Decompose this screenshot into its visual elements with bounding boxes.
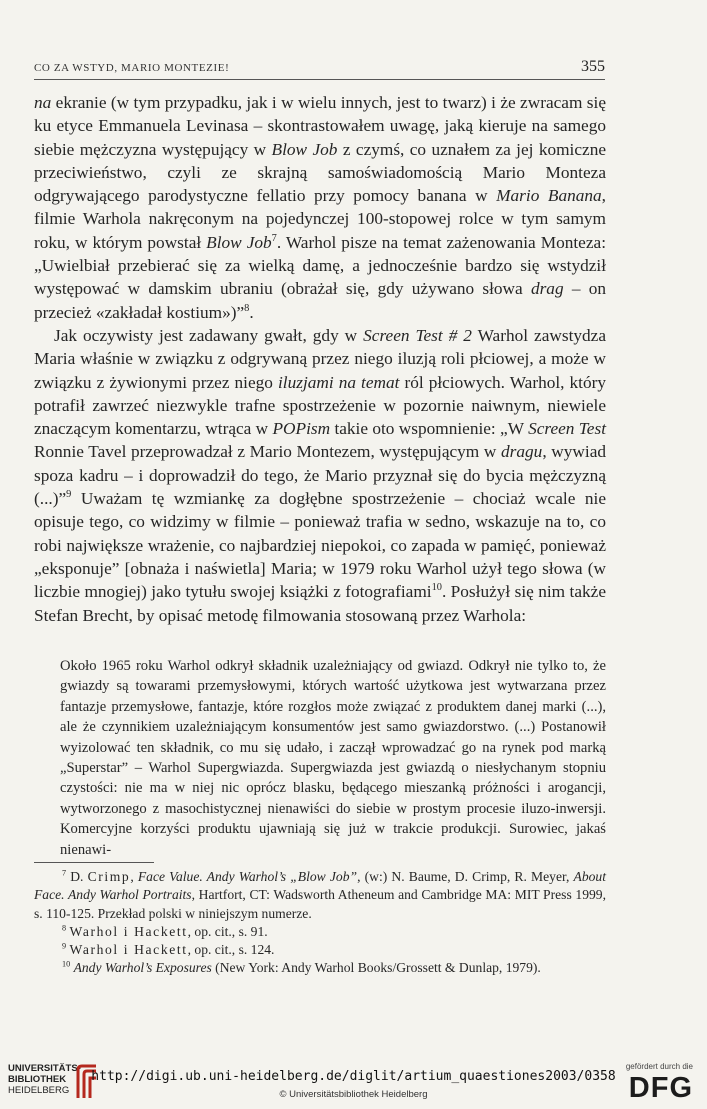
permalink-url[interactable]: http://digi.ub.uni-heidelberg.de/diglit/artium_quaestiones2003/0358 bbox=[91, 1069, 616, 1084]
footnote-ref: 8 bbox=[244, 302, 250, 314]
italic-text: POPism bbox=[272, 419, 331, 439]
footnote-number: 9 bbox=[62, 941, 67, 951]
footnote-number: 8 bbox=[62, 923, 67, 933]
footnote-ref: 9 bbox=[66, 489, 72, 501]
footnote-10: $^{10}$ Andy Warhol’s Exposures (New York: Andy Warhol Books/Grossett & Dunlap, 1979). bbox=[62, 959, 541, 976]
footnote-number: 10 bbox=[62, 959, 71, 969]
library-name-line1: UNIVERSITÄTS- bbox=[8, 1063, 81, 1074]
italic-text: dragu bbox=[501, 442, 543, 462]
author-name: Warhol i Hackett bbox=[69, 942, 188, 958]
footnote-9: $^9$ Warhol i Hackett, op. cit., s. 124. bbox=[62, 941, 275, 958]
italic-text: iluzjami na temat bbox=[277, 372, 400, 392]
page-number: 355 bbox=[581, 58, 605, 75]
footnotes bbox=[34, 868, 606, 978]
paragraph-2: Jak oczywisty jest zadawany gwałt, gdy w Screen Test # 2 Warhol zawstydza Maria właśnie w związku z odgrywaną przez niego iluzją roli płciowej, a może w związku z żywionymi przez niego iluzjami na temat ról płciowych. Warhol, który potrafił zawrzeć niezwykle trafne spostrzeżenie w pozornie naiwnym, niewiele znaczącym komentarzu, wtrąca w POPism takie oto wspomnienie: „W Screen Test Ronnie Tavel przeprowadzał z Mario Montezem, występującym w dragu, wywiad spoza kadru – i doprowadził do tego, że Mario przyznał się do bycia mężczyzną (...)”$^9$ Uważam tę wzmiankę za dogłębne spostrzeżenie – chociaż wcale nie opisuje tego, co widzimy w filmie – ponieważ trafia w sedno, wskazuje na to, co robi największe wrażenie, co najbardziej niepokoi, co zapada w pamięć, ponieważ „eksponuje” [obnaża i naświetla] Maria; w 1979 roku Warhol użył tego słowa (w liczbie mnogiej) jako tytułu swojej książki z fotografiami$^{10}$. Posłużył się nim także Stefan Brecht, by opisać metodę filmowania stosowaną przez Warhola: bbox=[34, 325, 607, 625]
footnote-7: $^7$ D. Crimp, Face Value. Andy Warhol’s „Blow Job”, (w:) N. Baume, D. Crimp, R. Meyer, About Face. Andy Warhol Portraits, Hartfort, CT: Wadsworth Atheneum and Cambridge MA: MIT Press 1999, s. 110-125. Przekład polski w niniejszym numerze. bbox=[34, 868, 606, 921]
footnote-number: 7 bbox=[62, 868, 67, 878]
italic-text: Screen Test # 2 bbox=[363, 325, 472, 345]
footnote-ref: 10 bbox=[431, 582, 442, 594]
italic-text: Andy Warhol’s Exposures bbox=[73, 960, 212, 976]
running-title: CO ZA WSTYD, MARIO MONTEZIE! bbox=[34, 62, 230, 74]
author-name: Warhol i Hackett bbox=[69, 923, 188, 939]
italic-text: Screen Test bbox=[528, 419, 606, 439]
italic-text: na bbox=[34, 93, 52, 112]
running-head bbox=[34, 58, 605, 80]
italic-text: Face Value. Andy Warhol’s „Blow Job” bbox=[137, 869, 358, 884]
footnote-8: $^8$ Warhol i Hackett, op. cit., s. 91. bbox=[62, 923, 268, 939]
library-name-line2: BIBLIOTHEK bbox=[8, 1074, 67, 1085]
library-name-line3: HEIDELBERG bbox=[8, 1085, 70, 1096]
paragraph-1: na ekranie (w tym przypadku, jak i w wielu innych, jest to twarz) i że zwracam się ku etyce Emmanuela Levinasa – skontrastowałem uwagę, jaką kieruje na samego siebie mężczyzna występujący w Blow Job z czymś, co uznałem za jej komiczne przeciwieństwo, czyli ze skrajną samoświadomością Mario Monteza odgrywającego parodystyczne fellatio przy pomocy banana w Mario Banana, filmie Warhola nakręconym na pojedynczej 100-stopowej rolce w tym samym roku, w którym powstał Blow Job$^7$. Warhol pisze na temat zażenowania Monteza: „Uwielbiał przebierać się za wielką damę, a jednocześnie bardzo się wstydził występować w damskim ubraniu (obrażał się, gdy używano słowa drag – on przecież «zakładał kostium»)”$^8$. bbox=[34, 93, 607, 322]
block-quote bbox=[60, 656, 606, 860]
funding-note: gefördert durch die bbox=[625, 1062, 693, 1071]
quote-text: Około 1965 roku Warhol odkrył składnik uzależniający od gwiazd. Odkrył nie tylko to, że gwiazdy są towarami przemysłowymi, których wartość użytkowa jest wytwarzana przez fantazje przemysłowe, fantazje, które rozgłos może związać z produktem danej marki (...), ale że czynnikiem uzależniającym konsumentów jest samo gwiazdorstwo. (...) Postanowił wyizolować ten składnik, co mu się udało, i zaczął wprowadzać go na rynek pod marką „Superstar” – Warhol Supergwiazda. Supergwiazda jest gwiazdą o niesłychanym stopniu czystości: nie ma w niej nic oprócz blasku, będącego mieszanką próżności i arogancji, wytworzonego z masochistycznej nienawiści do siebie w prostym procesie iluzo-inwersji. Komercyjne korzyści produktu ujawniają się już w trakcie produkcji. Surowiec, jakaś nienawi- bbox=[60, 658, 606, 858]
dfg-logo[interactable]: DFG bbox=[628, 1072, 693, 1104]
footnote-divider bbox=[34, 862, 154, 863]
italic-text: Blow Job bbox=[271, 139, 338, 159]
italic-text: Blow Job bbox=[206, 232, 272, 252]
viewer-footer bbox=[0, 1058, 707, 1109]
footnote-ref: 7 bbox=[271, 233, 277, 245]
author-name: Crimp bbox=[87, 869, 131, 884]
italic-text: Mario Banana bbox=[496, 186, 602, 206]
italic-text: About Face. Andy Warhol Portraits bbox=[34, 869, 606, 903]
italic-text: drag bbox=[530, 279, 564, 299]
copyright-notice: © Universitätsbibliothek Heidelberg bbox=[279, 1089, 428, 1100]
body-text bbox=[34, 91, 606, 627]
